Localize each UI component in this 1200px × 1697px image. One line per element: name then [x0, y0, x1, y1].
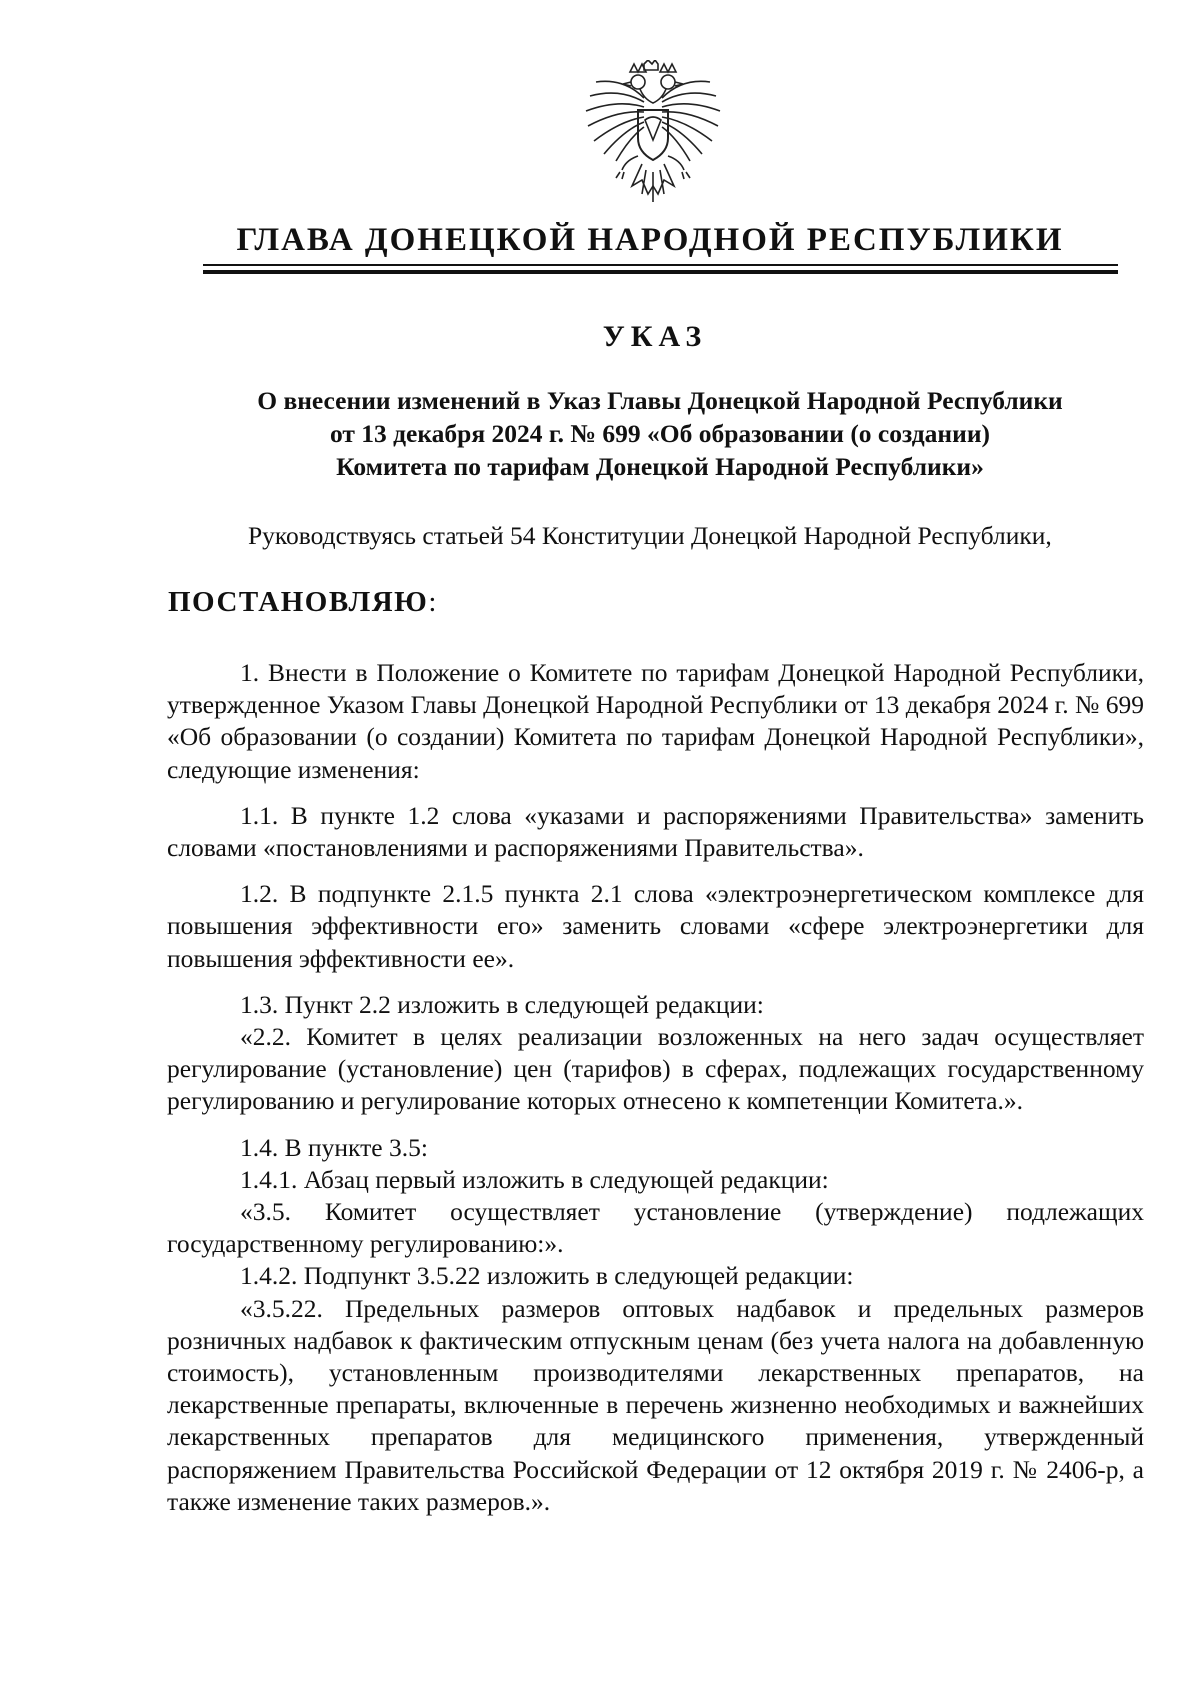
- paragraph: «3.5. Комитет осуществляет установление (утверждение) подлежащих государственному регулированию:».: [167, 1197, 1144, 1259]
- decree-heading: [168, 586, 438, 619]
- issuing-authority: ГЛАВА ДОНЕЦКОЙ НАРОДНОЙ РЕСПУБЛИКИ: [236, 222, 1064, 258]
- paragraph: «3.5.22. Предельных размеров оптовых надбавок и предельных размеров розничных надбавок к фактическим отпускным ценам (без учета налога на добавленную стоимость), установленным производителями лекарственных препаратов, на лекарственные препараты, включенные в перечень жизненно необходимых и важнейших лекарственных препаратов для медицинского применения, утвержденный распоряжением Правительства Российской Федерации от 12 октября 2019 г. № 2406-р, а также изменение таких размеров.».: [167, 1293, 1144, 1516]
- document-type: УКАЗ: [602, 320, 708, 353]
- paragraph: 1.1. В пункте 1.2 слова «указами и распоряжениями Правительства» заменить словами «постановлениями и распоряжениями Правительства».: [167, 800, 1144, 863]
- paragraph: 1.3. Пункт 2.2 изложить в следующей редакции:: [240, 989, 764, 1019]
- preamble: Руководствуясь статьей 54 Конституции Донецкой Народной Республики,: [248, 521, 1052, 550]
- paragraph: 1.4. В пункте 3.5:: [240, 1132, 428, 1162]
- decree-body: [167, 657, 1144, 1518]
- title-line: от 13 декабря 2024 г. № 699 «Об образовании (о создании): [329, 419, 991, 448]
- title-line: Комитета по тарифам Донецкой Народной Республики»: [336, 452, 984, 481]
- coat-of-arms-icon: [578, 60, 728, 210]
- decree-colon: :: [428, 586, 438, 618]
- document-title: [166, 384, 1154, 483]
- paragraph: 1. Внести в Положение о Комитете по тарифам Донецкой Народной Республики, утвержденное Указом Главы Донецкой Народной Республики от 13 декабря 2024 г. № 699 «Об образовании (о создании) Комитета по тарифам Донецкой Народной Республики», следующие изменения:: [167, 658, 1144, 784]
- title-line: О внесении изменений в Указ Главы Донецкой Народной Республики: [257, 386, 1063, 415]
- paragraph: «2.2. Комитет в целях реализации возложенных на него задач осуществляет регулирование (установление) цен (тарифов) в сферах, подлежащих государственному регулированию и регулирование которых отнесено к компетенции Комитета.».: [167, 1022, 1144, 1116]
- paragraph: 1.4.2. Подпункт 3.5.22 изложить в следующей редакции:: [240, 1261, 854, 1291]
- paragraph: 1.4.1. Абзац первый изложить в следующей редакции:: [240, 1164, 829, 1194]
- header-rule-thin: [203, 264, 1118, 266]
- decree-word: ПОСТАНОВЛЯЮ: [168, 586, 429, 618]
- header-rule-thick: [203, 270, 1118, 274]
- paragraph: 1.2. В подпункте 2.1.5 пункта 2.1 слова «электроэнергетическом комплексе для повышения эффективности его» заменить словами «сфере электроэнергетики для повышения эффективности ее».: [167, 879, 1144, 973]
